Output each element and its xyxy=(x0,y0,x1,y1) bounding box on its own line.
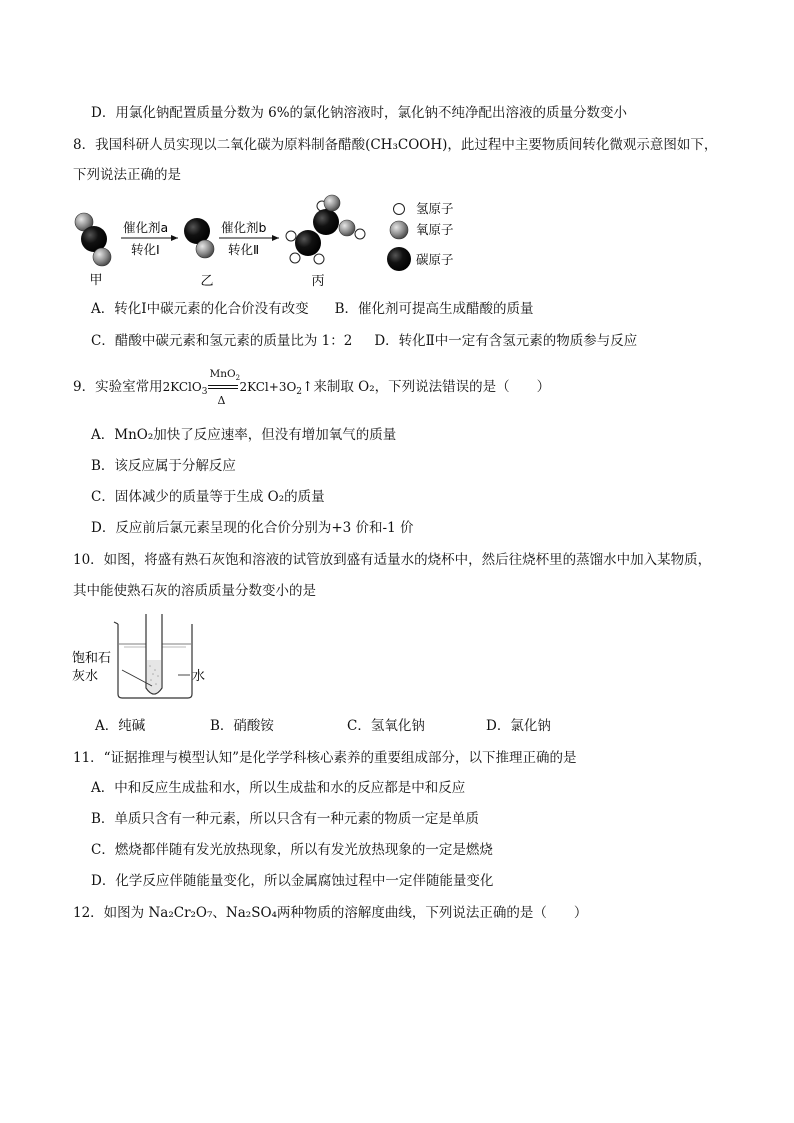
oxygen-legend-icon xyxy=(390,221,408,239)
hydrogen-legend-icon xyxy=(394,204,405,215)
q9-stem-suffix: ↑来制取 O₂，下列说法错误的是（ ） xyxy=(302,379,551,395)
q11-stem: 11．“证据推理与模型认知”是化学学科核心素养的重要组成部分，以下推理正确的是 xyxy=(73,750,577,766)
legend-oxygen: 氧原子 xyxy=(416,222,454,237)
q7-option-d: D．用氯化钠配置质量分数为 6%的氯化钠溶液时，氯化钠不纯净配出溶液的质量分数变小 xyxy=(91,105,628,121)
hydrogen-atom xyxy=(290,253,300,263)
q8-reaction-diagram xyxy=(60,188,490,292)
eq-product-sub: 2 xyxy=(296,387,303,397)
carbon-legend-icon xyxy=(387,247,411,271)
q8-stem-line-1: 8．我国科研人员实现以二氧化碳为原料制备醋酸(CH₃COOH)，此过程中主要物质间转化微观示意图如下， xyxy=(73,137,718,153)
hydrogen-atom xyxy=(355,229,365,239)
q9-option-c: C．固体减少的质量等于生成 O₂的质量 xyxy=(91,489,325,505)
eq-catalyst: MnO$_2$ xyxy=(209,367,241,382)
transform-1-label: 转化Ⅰ xyxy=(131,242,160,257)
hydrogen-atom xyxy=(286,231,296,241)
q11-option-b: B．单质只含有一种元素，所以只含有一种元素的物质一定是单质 xyxy=(91,811,479,827)
legend-carbon: 碳原子 xyxy=(416,252,454,267)
arrow-1-head xyxy=(171,235,178,241)
oxygen-atom xyxy=(93,248,111,266)
q8-option-d: D．转化Ⅱ中一定有含氢元素的物质参与反应 xyxy=(374,333,638,349)
label-saturated-1: 饱和石 xyxy=(72,651,112,666)
q10-stem-line-2: 其中能使熟石灰的溶质质量分数变小的是 xyxy=(73,583,316,599)
q9-equation xyxy=(162,367,303,407)
q8-option-b: B．催化剂可提高生成醋酸的质量 xyxy=(334,301,534,317)
molecule-jia xyxy=(75,213,111,266)
q11-option-d: D．化学反应伴随能量变化，所以金属腐蚀过程中一定伴随能量变化 xyxy=(91,873,494,889)
eq-reactant: 2KClO xyxy=(162,380,202,394)
q8-options-row-2 xyxy=(91,332,637,350)
q10-option-a: A．纯碱 xyxy=(95,718,146,734)
q9-stem-prefix: 9．实验室常用 xyxy=(73,379,163,395)
label-jia: 甲 xyxy=(89,273,103,288)
q8-option-c: C．醋酸中碳元素和氢元素的质量比为 1：2 xyxy=(91,333,353,349)
q9-option-d: D．反应前后氯元素呈现的化合价分别为+3 价和-1 价 xyxy=(91,520,414,536)
carbon-atom xyxy=(295,230,321,256)
label-bing: 丙 xyxy=(311,274,325,289)
molecule-yi xyxy=(184,218,214,258)
atom-legend xyxy=(387,201,454,271)
q10-option-b: B．硝酸铵 xyxy=(210,718,274,734)
eq-arrow xyxy=(207,367,241,407)
lime-water-bottom xyxy=(147,688,161,694)
transform-2-label: 转化Ⅱ xyxy=(228,242,260,257)
q8-option-a: A．转化Ⅰ中碳元素的化合价没有改变 xyxy=(91,301,309,317)
q9-option-a: A．MnO₂加快了反应速率，但没有增加氧气的质量 xyxy=(91,427,397,443)
q12-stem: 12．如图为 Na₂Cr₂O₇、Na₂SO₄两种物质的溶解度曲线，下列说法正确的是（ ） xyxy=(73,905,588,921)
oxygen-atom xyxy=(339,220,355,236)
legend-hydrogen: 氢原子 xyxy=(416,201,454,216)
lime-water xyxy=(147,660,161,688)
q11-option-a: A．中和反应生成盐和水，所以生成盐和水的反应都是中和反应 xyxy=(91,780,466,796)
q10-option-d: D．氯化钠 xyxy=(486,718,551,734)
label-saturated-2: 灰水 xyxy=(72,669,99,684)
q8-stem-line-2: 下列说法正确的是 xyxy=(73,167,181,183)
q9-option-b: B．该反应属于分解反应 xyxy=(91,458,236,474)
q10-option-c: C．氢氧化钠 xyxy=(347,718,425,734)
carbon-atom xyxy=(313,209,339,235)
eq-product: 2KCl+3O xyxy=(239,380,297,394)
catalyst-b-label: 催化剂b xyxy=(221,220,267,235)
label-yi: 乙 xyxy=(200,274,214,289)
molecule-bing xyxy=(286,195,365,264)
catalyst-a-label: 催化剂a xyxy=(123,220,169,235)
arrow-2-head xyxy=(272,235,279,241)
q9-stem xyxy=(73,367,551,407)
eq-reactant-sub: 3 xyxy=(201,387,208,397)
q10-beaker-diagram xyxy=(70,610,220,702)
q11-option-c: C．燃烧都伴随有发光放热现象，所以有发光放热现象的一定是燃烧 xyxy=(91,842,493,858)
oxygen-atom xyxy=(324,195,340,211)
oxygen-atom xyxy=(196,240,214,258)
label-water: 水 xyxy=(192,669,206,684)
hydrogen-atom xyxy=(314,254,324,264)
eq-condition: Δ xyxy=(217,393,226,407)
beaker-lip xyxy=(114,622,118,624)
q10-stem-line-1: 10．如图，将盛有熟石灰饱和溶液的试管放到盛有适量水的烧杯中，然后往烧杯里的蒸馏水中加入某物质， xyxy=(73,552,712,568)
q8-options-row-1 xyxy=(91,300,534,318)
